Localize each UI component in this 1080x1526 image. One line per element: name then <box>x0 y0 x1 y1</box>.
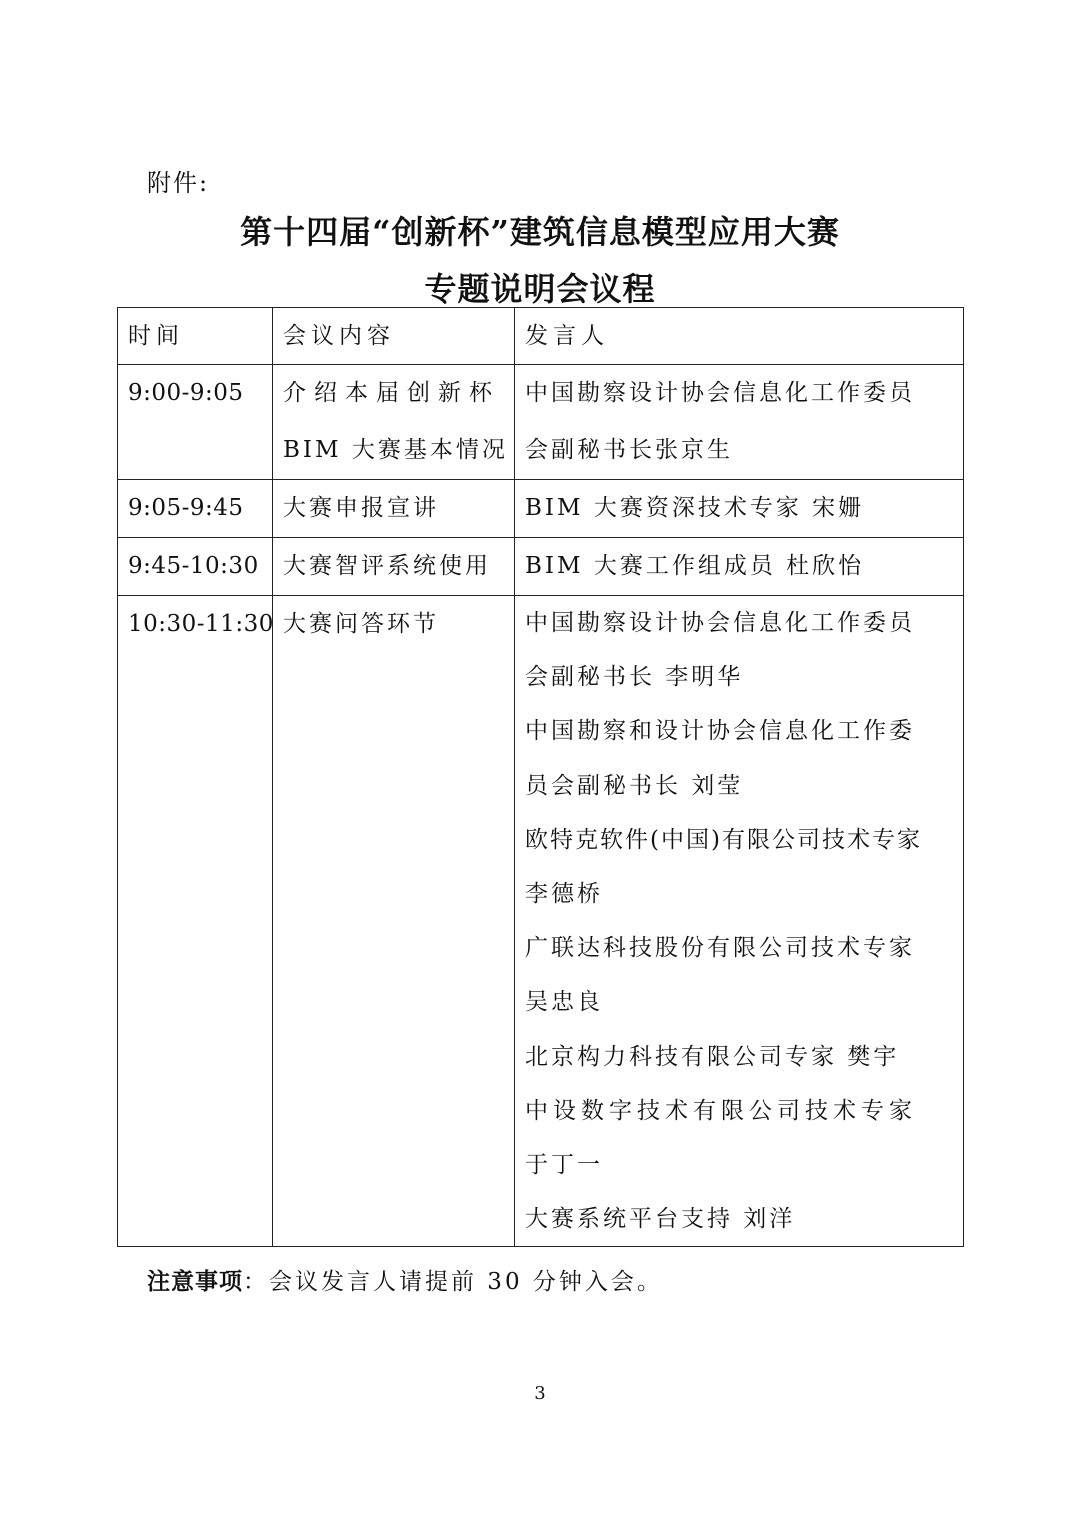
table-header-row <box>118 308 964 365</box>
time-cell: 9:45-10:30 <box>118 538 273 596</box>
speaker-cell: BIM 大赛资深技术专家 宋姗 <box>515 480 964 538</box>
header-time: 时间 <box>118 308 273 365</box>
note-label: 注意事项 <box>147 1268 243 1295</box>
table-row <box>118 538 964 596</box>
content-cell: 大赛申报宣讲 <box>273 480 515 538</box>
time-cell: 10:30-11:30 <box>118 596 273 1247</box>
content-cell: 大赛问答环节 <box>273 596 515 1247</box>
attachment-label: 附件: <box>147 169 210 197</box>
note <box>147 1263 663 1296</box>
table-row <box>118 365 964 480</box>
speaker-cell: 中国勘察设计协会信息化工作委员 会副秘书长张京生 <box>515 365 964 480</box>
header-content: 会议内容 <box>273 308 515 365</box>
header-speaker: 发言人 <box>515 308 964 365</box>
agenda-table <box>117 307 964 1247</box>
note-text: ：会议发言人请提前 30 分钟入会。 <box>243 1269 663 1295</box>
page-number: 3 <box>534 1383 546 1404</box>
speaker-cell: BIM 大赛工作组成员 杜欣怡 <box>515 538 964 596</box>
content-cell: 大赛智评系统使用 <box>273 538 515 596</box>
time-cell: 9:00-9:05 <box>118 365 273 480</box>
table-row <box>118 480 964 538</box>
time-cell: 9:05-9:45 <box>118 480 273 538</box>
document-title: 第十四届“创新杯”建筑信息模型应用大赛 <box>240 213 840 251</box>
content-cell: 介绍本届创新杯 BIM 大赛基本情况 <box>273 365 515 480</box>
document-subtitle: 专题说明会议程 <box>424 270 656 308</box>
speaker-cell: 中国勘察设计协会信息化工作委员 会副秘书长 李明华 中国勘察和设计协会信息化工作委 员会副秘书长 刘莹 欧特克软件(中国)有限公司技术专家 李德桥 广联达科技股份有限公司技术专家 吴忠良 北京构力科技有限公司专家 樊宇 中设数字技术有限公司技术专家 于丁一 大赛系统平台支持 刘洋 <box>515 596 964 1247</box>
table-row <box>118 596 964 1247</box>
